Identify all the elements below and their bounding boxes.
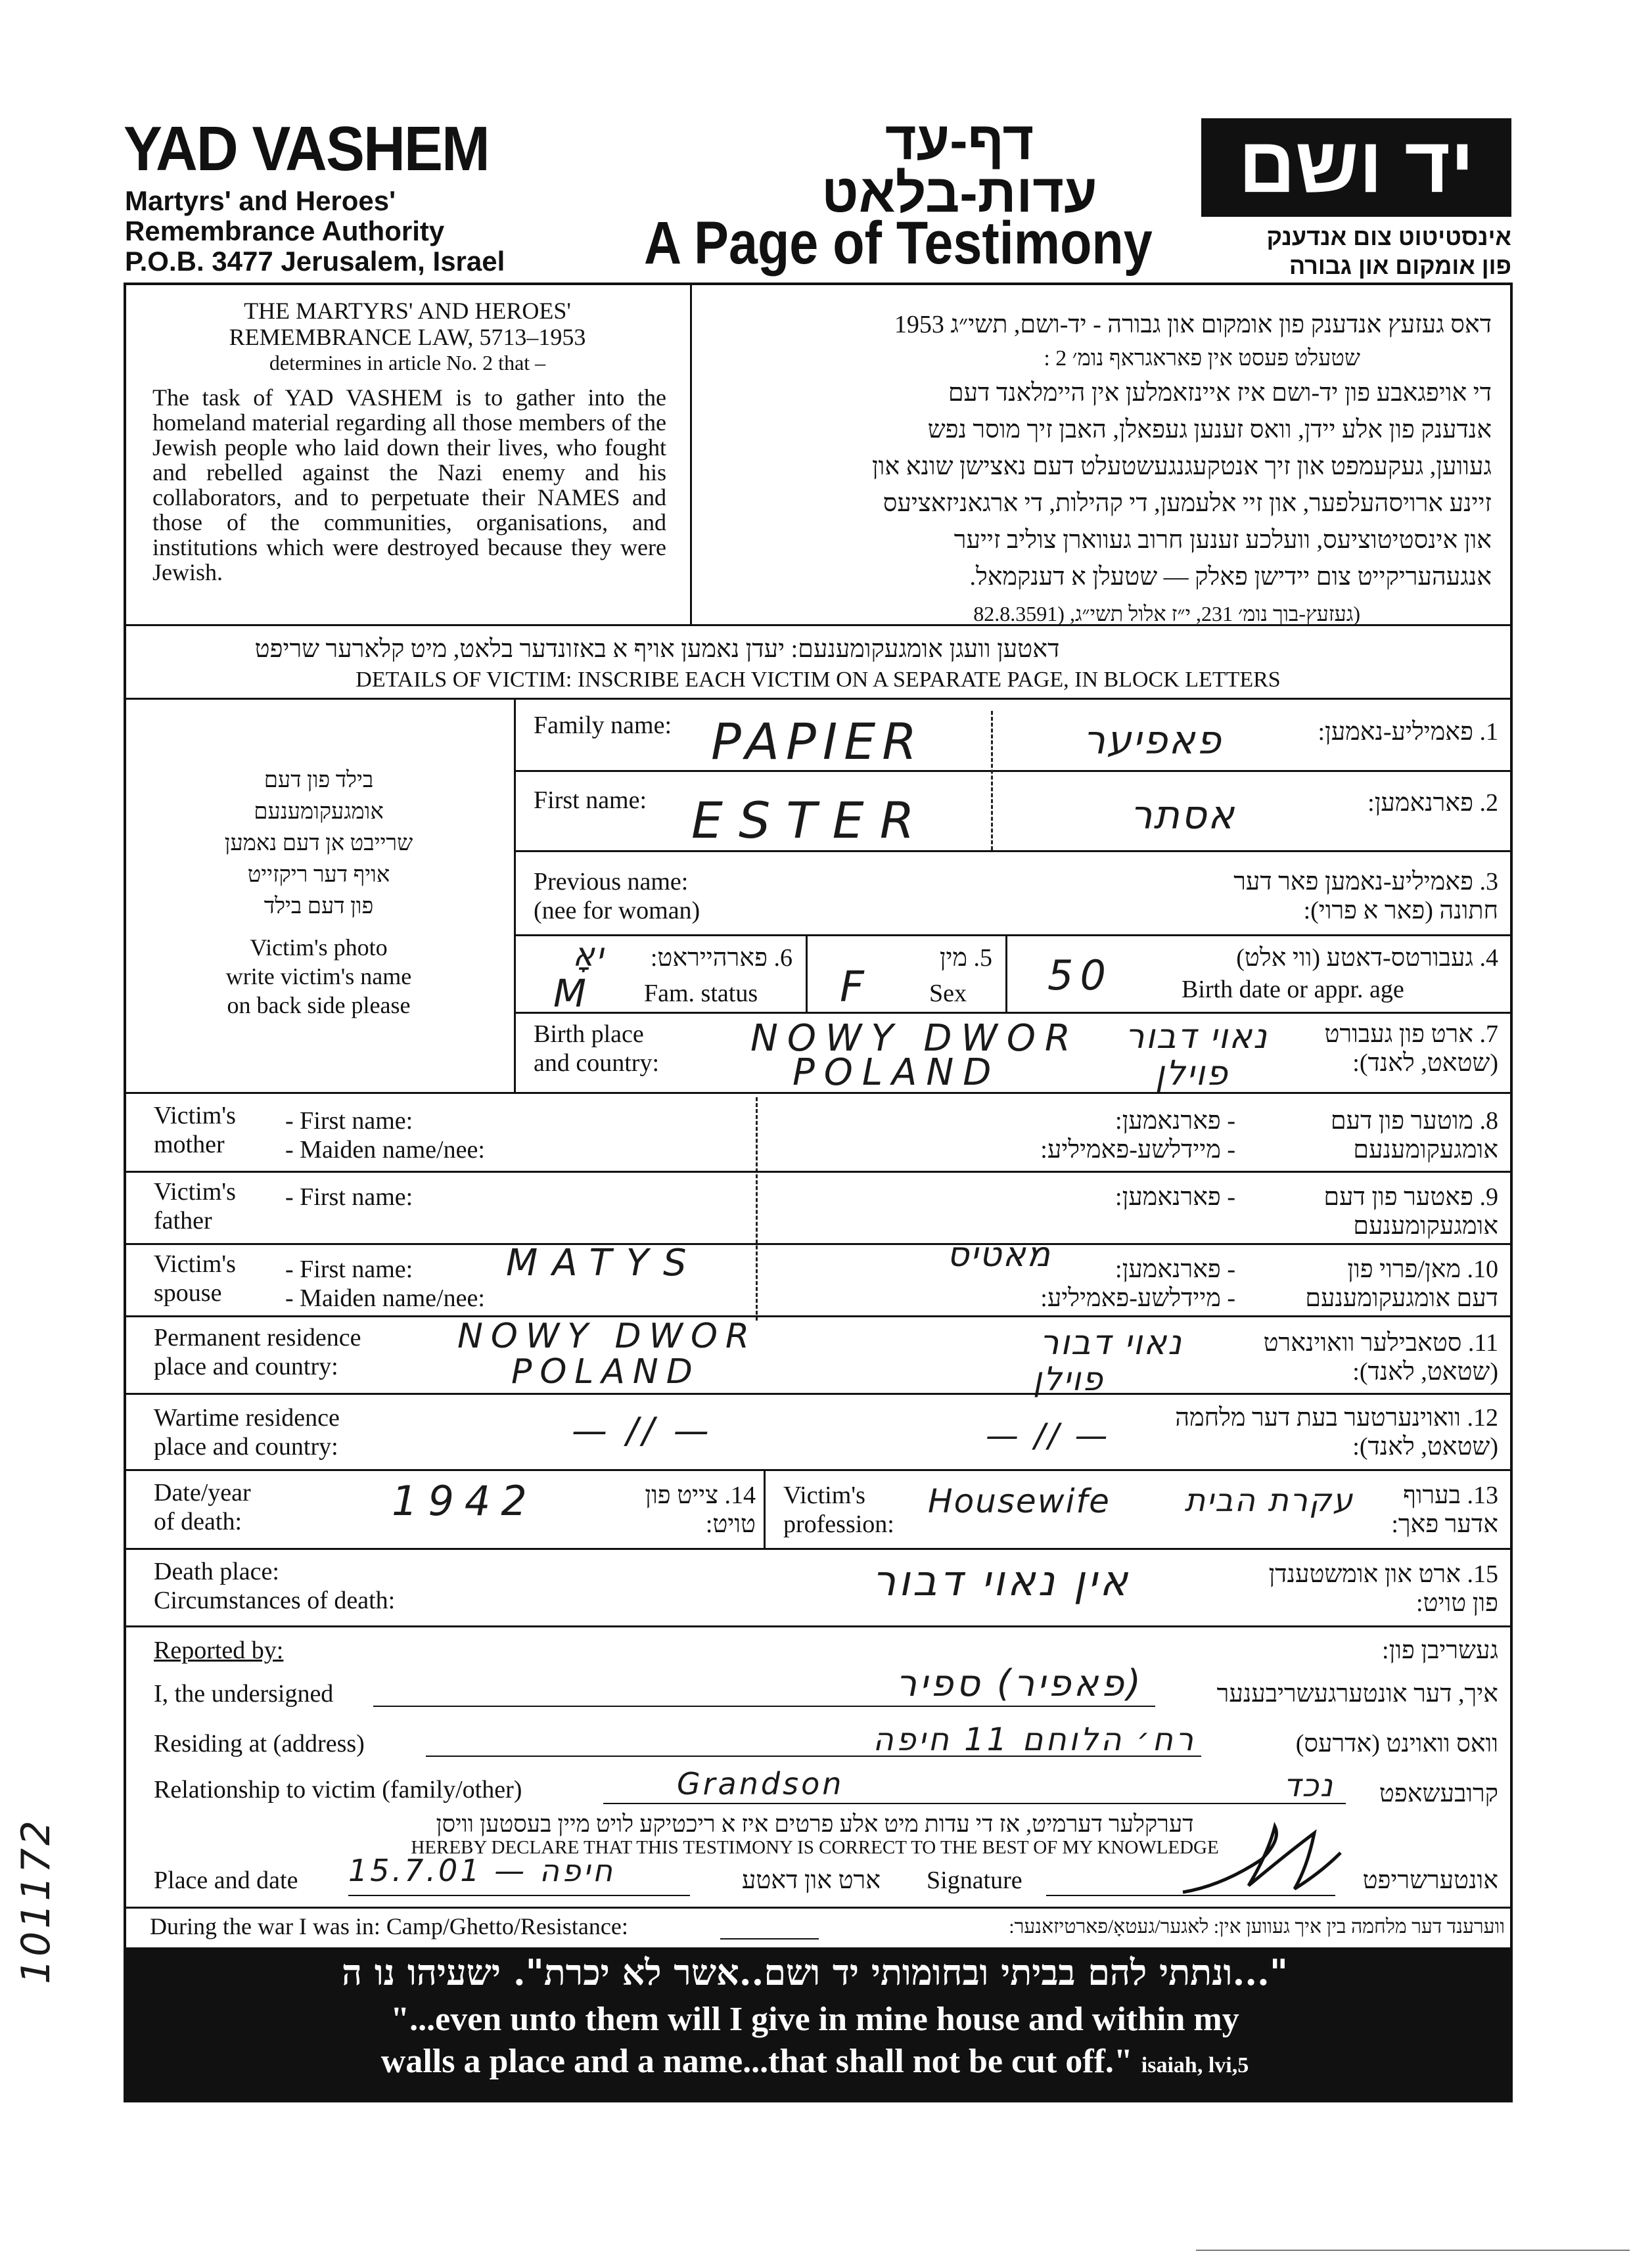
profession-label-line: Victim's [783,1482,865,1509]
signature-label: Signature [927,1867,1022,1894]
footer-citation: isaiah, lvi,5 [1141,2053,1249,2077]
hebrew-title-2: עדות-בלאט [821,164,1097,223]
field-divider [991,711,993,850]
signature-yiddish: אונטערשריפט [1362,1867,1498,1894]
birth-date-value[interactable]: 50 [1047,951,1113,999]
war-line [720,1938,819,1939]
permanent-residence-hebrew-2[interactable]: פוילן [1032,1360,1104,1398]
law-yiddish-line: זיינע ארויסהעלפער, און זיי אלעמען, די קהילות, די ארגאניזאציעס [883,489,1492,517]
reported-by-label: Reported by: [154,1637,284,1664]
law-yiddish-line: אנדענק פון אלע יידן, וואס זענען געפאלן, האבן זיך מוסר נפש [927,416,1492,443]
law-yiddish-line: שטעלט פעסט אין פאראגראף נומ׳ 2 : [1044,346,1360,371]
photo-english [131,933,506,1020]
wartime-residence-yiddish-line: (שטאט, לאנד): [1352,1433,1498,1461]
undersigned-label: I, the undersigned [154,1680,334,1708]
family-name-value[interactable]: PAPIER [711,712,924,771]
fam-status-label: Fam. status [644,980,758,1007]
relationship-label: Relationship to victim (family/other) [154,1776,522,1803]
profession-yiddish-line: אדער פאך: [1391,1510,1498,1538]
permanent-residence-label-line: place and country: [154,1353,338,1380]
law-body: The task of YAD VASHEM is to gather into the homeland material regarding all those members of the Jewish people who laid down their lives, who fought and rebelled against the Nazi enemy and his collaborators, and to perpetuate their NAMES and those of the communities, organisations, and institutions which were destroyed because they were Jewish. [152,384,666,585]
law-divider [690,283,692,624]
sex-label: Sex [929,980,967,1007]
org-title: YAD VASHEM [124,114,489,184]
profession-label-line: profession: [783,1510,894,1538]
row-line [124,1907,1513,1909]
law-title-2: REMEMBRANCE LAW, 5713–1953 [229,324,586,350]
permanent-residence-yiddish [1157,1328,1498,1386]
row-line [124,1171,1513,1173]
father-yiddish-sub [854,1183,1235,1212]
spouse-label-line: Victim's [154,1250,236,1278]
spouse-yiddish-line: 10. מאן/פרוי פון [1347,1256,1498,1283]
father-yiddish [1249,1183,1498,1240]
mother-yiddish-sub-line: - מיידלשע-פאמיליע: [1040,1136,1235,1164]
relationship-yiddish: קרובעשאפט [1379,1780,1498,1807]
details-header-yiddish: דאטען וועגן אומגעקומענעם: יעדן נאמען אויף א באזונדער בלאט, מיט קלארער שריפט [254,635,1060,663]
birth-place-yiddish-line: (שטאט, לאנד): [1352,1049,1498,1077]
photo-english-line: write victim's name [225,963,412,989]
wartime-residence-yiddish [1104,1403,1498,1461]
spouse-sub-line: - First name: [285,1256,413,1283]
death-date-yiddish [572,1481,756,1539]
death-place-label-line: Death place: [154,1558,279,1585]
death-place-label [154,1557,395,1615]
photo-yiddish-line: אומגעקומענעם [254,800,384,824]
previous-name-label-line: (nee for woman) [534,897,701,924]
previous-name-yiddish [1051,867,1498,925]
undersigned-yiddish: איך, דער אונטערגעשריבענער [1216,1680,1498,1708]
law-yiddish-line: און אינסטיטוציעס, וועלכע זענען חרוב געווארן צוליב זייער [953,526,1492,554]
first-name-label: First name: [534,786,647,814]
mother-sub-line: - Maiden name/nee: [285,1136,485,1164]
relationship-value[interactable]: Grandson [677,1766,844,1802]
wartime-residence-value-hebrew[interactable]: — // — [986,1417,1111,1455]
photo-yiddish-line: אויף דער ריקזייט [247,863,390,887]
mother-label-line: Victim's [154,1102,236,1129]
hebrew-title-1: דף-עד [884,111,1034,171]
signature-mark[interactable] [1170,1813,1354,1905]
row-line [514,934,1513,936]
death-date-yiddish-line: טויט: [705,1510,756,1538]
place-date-yiddish: ארט און דאטע [741,1867,881,1894]
row-line [514,850,1513,852]
death-place-value-hebrew[interactable]: אין נאוי דבור [872,1557,1130,1606]
logo-sub-2: פון אומקום און גבורה [1289,252,1511,279]
photo-yiddish-line: שרייבט אן דעם נאמען [224,831,413,855]
spouse-yiddish-sub-line: - פארנאמען: [1115,1256,1235,1283]
family-name-value-hebrew[interactable]: פאפיער [1083,717,1222,763]
page-title: A Page of Testimony [644,210,1153,277]
previous-name-yiddish-line: 3. פאמיליע-נאמען פאר דער [1233,868,1498,896]
reported-by-yiddish: געשריבן פון: [1382,1637,1498,1664]
birth-place-label-line: and country: [534,1049,660,1077]
mother-label-line: mother [154,1131,225,1158]
sex-value[interactable]: F [840,963,871,1012]
death-place-yiddish [1170,1560,1498,1618]
profession-yiddish-line: 13. בערוף [1403,1482,1498,1509]
row-line [124,1625,1513,1627]
mother-yiddish-line: 8. מוטער פון דעם [1330,1107,1498,1135]
permanent-residence-yiddish-line: (שטאט, לאנד): [1352,1358,1498,1386]
row-line [124,1469,1513,1471]
fam-status-value[interactable]: M [553,971,593,1016]
spouse-label-line: spouse [154,1279,222,1307]
residing-yiddish: וואס וואוינט (אדרעס) [1295,1730,1498,1758]
father-sub-line: - First name: [285,1183,413,1211]
previous-name-label [534,867,700,925]
page-edge-mark [1196,2250,1630,2251]
mother-yiddish-sub [854,1106,1235,1164]
previous-name-yiddish-line: חתונה (פאר א פרוי): [1303,897,1498,924]
law-yiddish-line: די אויפגאבע פון יד-ושם איז איינזאמלען אין היימלאנד דעם [948,379,1492,407]
place-date-label: Place and date [154,1867,298,1894]
family-name-label: Family name: [534,712,672,739]
death-date-label-line: of death: [154,1508,242,1535]
photo-english-line: on back side please [227,992,411,1018]
org-line-2: Remembrance Authority [125,215,445,246]
first-name-yiddish: 2. פארנאמען: [1367,789,1498,817]
place-date-value[interactable]: 15.7.01 — חיפה [348,1853,615,1888]
mother-yiddish-sub-line: - פארנאמען: [1115,1107,1235,1135]
signature-stroke [1183,1826,1341,1892]
profession-label [783,1481,894,1539]
mother-yiddish [1249,1106,1498,1164]
footer-english-2 [145,2042,1485,2081]
first-name-value[interactable]: ESTER [691,791,930,850]
spouse-value[interactable]: MATYS [506,1242,701,1284]
previous-name-label-line: Previous name: [534,868,689,896]
family-name-yiddish: 1. פאמיליע-נאמען: [1318,718,1498,746]
birth-place-yiddish-line: 7. ארט פון געבורט [1324,1020,1498,1048]
law-yiddish-line: דאס געזעץ אנדענק פון אומקום און גבורה - יד-ושם, תשי״ג 1953 [894,311,1492,338]
death-place-yiddish-line: פון טויט: [1416,1589,1498,1617]
parents-divider [756,1097,758,1321]
undersigned-line [373,1706,1155,1707]
mother-yiddish-line: אומגעקומענעם [1353,1136,1498,1164]
law-yiddish-line: געווען, געקעמפט און זיך אנטקעגנגעשטעלט דעם נאצישן שונא און [871,453,1492,480]
father-sub [285,1183,413,1212]
death-date-label [154,1478,251,1536]
law-yiddish-line: (געזעץ-בוך נומ׳ 231, י״ז אלול תשי״ג, (82.8.3591 [973,602,1360,625]
fam-status-yiddish: 6. פארהייראט: [650,944,793,972]
birth-place-label-line: Birth place [534,1020,644,1048]
mother-label [154,1101,236,1159]
photo-yiddish-line: בילד פון דעם [264,768,374,792]
spouse-yiddish [1235,1255,1498,1313]
photo-yiddish-line: פון דעם בילד [264,894,374,919]
details-line [124,698,1513,700]
birth-date-yiddish: 4. געבורטס-דאטע (ווי אלט) [1236,944,1498,972]
wartime-residence-yiddish-line: 12. וואוינערטער בעת דער מלחמה [1175,1404,1498,1432]
father-label-line: father [154,1207,212,1235]
declaration-english: HEREBY DECLARE THAT THIS TESTIMONY IS CORRECT TO THE BEST OF MY KNOWLEDGE [411,1837,1219,1858]
row-line [124,1315,1513,1317]
residing-label: Residing at (address) [154,1730,365,1758]
spouse-value-hebrew[interactable]: מאטיס [946,1235,1051,1275]
permanent-residence-hebrew-1[interactable]: נאוי דבור [1040,1323,1183,1363]
declaration-yiddish: דערקלער דערמיט, אז די עדות מיט אלע פרטים איז א ריכטיקע לויט מיין בעסטען וויסן [436,1811,1194,1837]
mother-sub-line: - First name: [285,1107,413,1135]
law-title-1: THE MARTYRS' AND HEROES' [244,298,571,324]
birth-place-value-2[interactable]: POLAND [793,1051,1001,1094]
father-yiddish-line: 9. פאטער פון דעם [1323,1183,1498,1211]
org-line-1: Martyrs' and Heroes' [125,185,396,216]
permanent-residence-label-line: Permanent residence [154,1324,361,1351]
wartime-residence-label [154,1403,340,1461]
death-date-yiddish-line: 14. צייט פון [645,1482,756,1509]
sex-divider [1005,934,1007,1012]
status-divider [806,934,808,1012]
birth-place-label [534,1020,659,1077]
org-line-3: P.O.B. 3477 Jerusalem, Israel [125,246,505,277]
mother-sub [285,1106,485,1164]
photo-english-line: Victim's photo [250,934,388,961]
row-line [124,1548,1513,1550]
permanent-residence-label [154,1323,361,1381]
spouse-sub-line: - Maiden name/nee: [285,1284,485,1312]
profession-yiddish [1354,1481,1498,1539]
law-title-3: determines in article No. 2 that – [269,351,546,374]
permanent-residence-value-1[interactable]: NOWY DWOR [457,1317,758,1356]
birth-place-hebrew-2[interactable]: פוילן [1155,1054,1229,1093]
death-date-value[interactable]: 1942 [392,1477,538,1525]
war-label: During the war I was in: Camp/Ghetto/Resistance: [150,1913,628,1939]
birth-place-yiddish [1235,1020,1498,1077]
wartime-residence-label-line: Wartime residence [154,1404,340,1432]
wartime-residence-value[interactable]: — // — [572,1410,713,1451]
war-yiddish: ווערענד דער מלחמה בין איך געווען אין: לאגער/געטאָ/פארטיזאנער: [1009,1916,1505,1938]
row-line [124,1243,1513,1245]
logo-text: יד ושם [1238,121,1475,209]
footer-english-1: "...even unto them will I give in mine house and within my [390,2001,1239,2038]
birth-place-hebrew-1[interactable]: נאוי דבור [1125,1017,1268,1056]
profession-value-hebrew[interactable]: עקרת הבית [1184,1482,1354,1519]
spouse-sub [285,1255,485,1313]
photo-divider [514,698,516,1092]
logo-sub-1: אינסטיטוט צום אנדענק [1266,223,1511,250]
footer-english-2-text: walls a place and a name...that shall not be cut off." [380,2043,1133,2080]
death-date-label-line: Date/year [154,1479,251,1507]
row-line [514,770,1513,772]
place-date-line [348,1895,690,1896]
relationship-value-hebrew[interactable]: נכד [1283,1767,1334,1804]
spouse-yiddish-sub-line: - מיידלשע-פאמיליע: [1040,1284,1235,1312]
law-yiddish-line: אנגעהעריקייט צום יידישן פאלק — שטעלן א דענקמאל. [969,563,1492,591]
father-yiddish-line: אומגעקומענעם [1353,1212,1498,1240]
father-label-line: Victim's [154,1178,236,1206]
permanent-residence-value-2[interactable]: POLAND [511,1352,701,1392]
death-place-yiddish-line: 15. ארט און אומשטענדן [1268,1560,1498,1588]
photo-yiddish [131,765,506,922]
footer-hebrew: "...ונתתי להם בביתי ובחומותי יד ושם..אשר לא יכרת". ישעיהו נו ה [342,1951,1288,1993]
death-profession-divider [764,1469,766,1548]
fam-status-value-hebrew[interactable]: יאָ [572,936,605,974]
birth-date-label: Birth date or appr. age [1182,976,1404,1003]
sex-yiddish: 5. מין [939,944,992,972]
profession-value[interactable]: Housewife [928,1482,1111,1520]
spouse-yiddish-sub [854,1255,1235,1313]
row-line [514,1012,1513,1014]
spouse-yiddish-line: דעם אומגעקומענעם [1305,1284,1498,1312]
spouse-label [154,1250,236,1307]
side-number: 101172 [13,1817,59,1984]
law-yiddish [710,306,1492,632]
father-yiddish-sub-line: - פארנאמען: [1115,1183,1235,1211]
permanent-residence-yiddish-line: 11. סטאבילער וואוינארט [1263,1329,1498,1357]
birth-place-value-1[interactable]: NOWY DWOR [750,1017,1080,1060]
father-label [154,1177,236,1235]
first-name-value-hebrew[interactable]: אסתר [1130,792,1235,838]
wartime-residence-label-line: place and country: [154,1433,338,1461]
undersigned-value[interactable]: (פאפיר) ספיר [896,1662,1143,1705]
details-header-english: DETAILS OF VICTIM: INSCRIBE EACH VICTIM ON A SEPARATE PAGE, IN BLOCK LETTERS [356,668,1281,692]
residing-value[interactable]: רח׳ הלוחם 11 חיפה [873,1721,1196,1758]
row-line [124,1393,1513,1395]
death-place-label-line: Circumstances of death: [154,1587,396,1614]
